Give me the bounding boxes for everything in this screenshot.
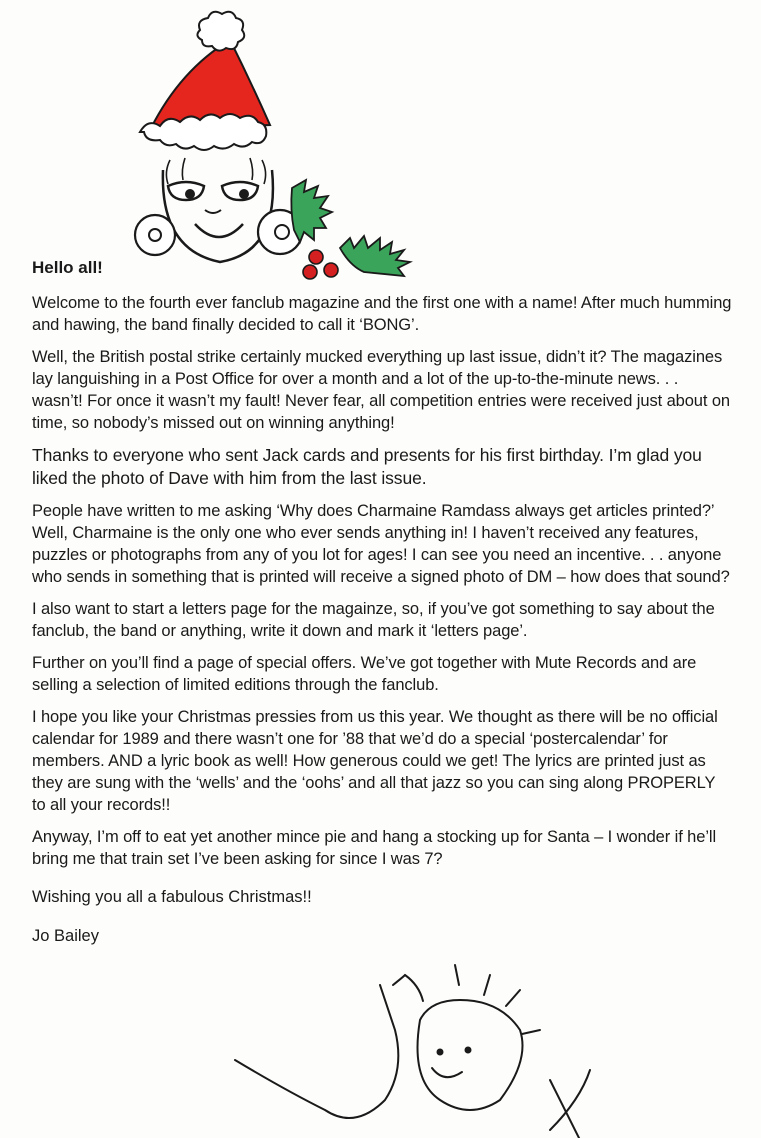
paragraph: Anyway, I’m off to eat yet another mince pie and hang a stocking up for Santa – I wonder if he’ll bring me that train set I’ve been asking for since I was 7? — [32, 828, 717, 868]
greeting-heading: Hello all! — [32, 258, 103, 277]
paragraph: Welcome to the fourth ever fanclub magazine and the first one with a name! After much humming and hawing, the band finally decided to call it ‘BONG’. — [32, 294, 732, 334]
paragraph: Thanks to everyone who sent Jack cards and presents for his first birthday. I’m glad you liked the photo of Dave with him from the last issue. — [32, 445, 702, 488]
signature-name: Jo Bailey — [32, 927, 99, 945]
paragraph: I also want to start a letters page for the magainze, so, if you’ve got something to say about the fanclub, the band or anything, write it down and mark it ‘letters page’. — [32, 600, 715, 640]
paragraph: Further on you’ll find a page of special offers. We’ve got together with Mute Records and are selling a selection of limited editions through the fanclub. — [32, 654, 697, 694]
paragraph: I hope you like your Christmas pressies from us this year. We thought as there will be no official calendar for 1989 and there wasn’t one for ’88 that we’d do a special ‘postercalendar’ for members. AND a lyric book as well! How generous could we get! The lyrics are printed just as they are sung with the ‘wells’ and the ‘oohs’ and all that jazz so you can sing along PROPERLY to all your records!! — [32, 708, 718, 814]
paragraph: People have written to me asking ‘Why does Charmaine Ramdass always get articles printed?’ Well, Charmaine is the only one who ever sends anything in! I haven’t received any features, puzzles or photographs from any of you lot for ages! I can see you need an incentive. . . anyone who sends in something that is printed will receive a signed photo of DM – how does that sound? — [32, 502, 730, 586]
paragraph: Well, the British postal strike certainly mucked everything up last issue, didn’t it? The magazines lay languishing in a Post Office for over a month and a lot of the up-to-the-minute news. . . wasn’t! For once it wasn’t my fault! Never fear, all competition entries were received just about on time, so nobody’s missed out on winning anything! — [32, 348, 730, 432]
closing-line: Wishing you all a fabulous Christmas!! — [32, 888, 312, 906]
